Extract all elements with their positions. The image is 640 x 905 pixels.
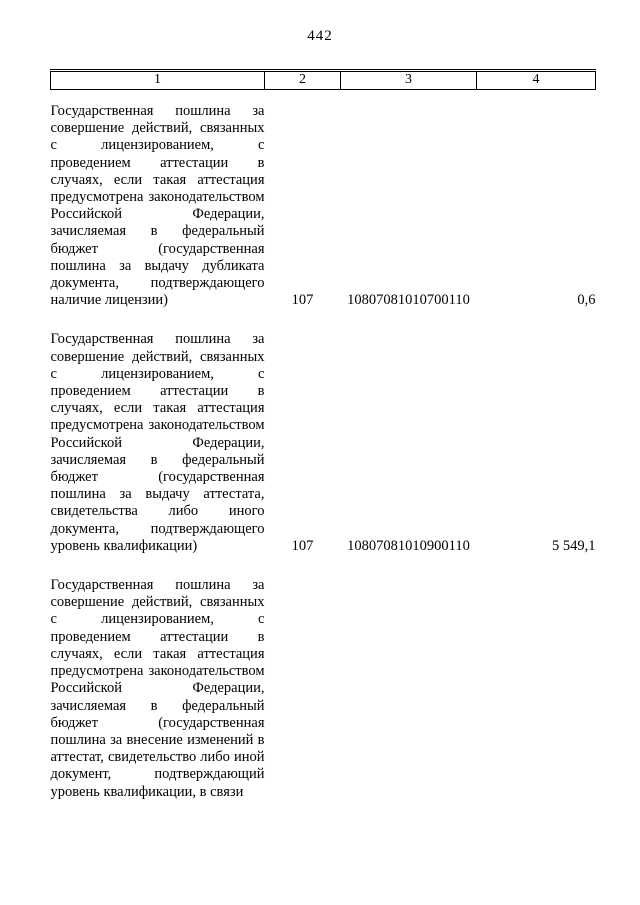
table-header-row (51, 71, 596, 90)
row-description: Государственная пошлина за совершение действий, связанных с лицензированием, с проведением аттестации в случаях, если такая аттестация предусмотрена законодательством Российской Федерации, зачисляемая в федеральный бюджет (государственная пошлина за выдачу аттестата, свидетельства либо иного документа, подтверждающего уровень квалификации) (50, 331, 265, 554)
row-amount (477, 564, 596, 810)
row-description: Государственная пошлина за совершение действий, связанных с лицензированием, с проведением аттестации в случаях, если такая аттестация предусмотрена законодательством Российской Федерации, зачисляемая в федеральный бюджет (государственная пошлина за выдачу дубликата документа, подтверждающего наличие лицензии) (50, 103, 265, 309)
page-number: 442 (307, 28, 333, 44)
budget-revenue-table (50, 69, 596, 810)
table-row (51, 90, 596, 319)
table-row (51, 318, 596, 564)
table-row (51, 564, 596, 810)
row-admin-code: 107 (291, 537, 314, 554)
row-admin-code (265, 564, 341, 810)
row-admin-code: 107 (291, 292, 314, 309)
column-header-2: 2 (265, 71, 341, 90)
column-header-3: 3 (341, 71, 477, 90)
row-kbk-code (341, 564, 477, 810)
row-kbk-code: 10807081010900110 (347, 537, 470, 554)
column-header-1: 1 (51, 71, 265, 90)
row-amount: 5 549,1 (552, 537, 596, 554)
row-kbk-code: 10807081010700110 (347, 292, 470, 309)
column-header-4: 4 (477, 71, 596, 90)
row-amount: 0,6 (577, 292, 596, 309)
row-description: Государственная пошлина за совершение действий, связанных с лицензированием, с проведением аттестации в случаях, если такая аттестация предусмотрена законодательством Российской Федерации, зачисляемая в федеральный бюджет (государственная пошлина за внесение изменений в аттестат, свидетельство либо иной документ, подтверждающий уровень квалификации, в связи (50, 577, 265, 800)
